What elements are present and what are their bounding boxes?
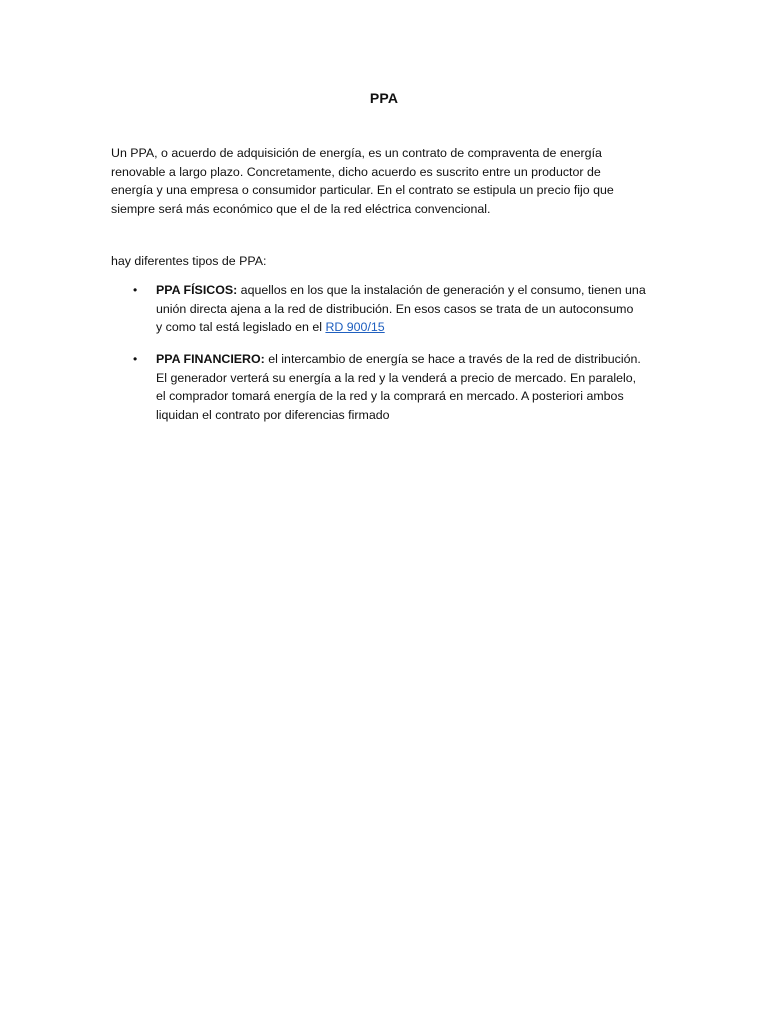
intro-line: energía y una empresa o consumidor particular. En el contrato se estipula un precio fijo que (111, 183, 614, 198)
term-label: PPA FÍSICOS: (156, 283, 238, 297)
intro-paragraph (111, 144, 656, 218)
types-heading: hay diferentes tipos de PPA: (111, 254, 267, 268)
bullet-text (156, 350, 666, 424)
rd-900-15-link[interactable]: RD 900/15 (325, 320, 385, 335)
bullet-icon: • (133, 283, 138, 297)
bullet-icon: • (133, 352, 138, 366)
intro-line: renovable a largo plazo. Concretamente, dicho acuerdo es suscrito entre un productor de (111, 164, 601, 179)
bullet-line: liquidan el contrato por diferencias firmado (156, 407, 390, 422)
bullet-line: el intercambio de energía se hace a través de la red de distribución. (264, 352, 641, 366)
bullet-line: El generador verterá su energía a la red y la venderá a precio de mercado. En paralelo, (156, 370, 637, 385)
bullet-line: el comprador tomará energía de la red y la comprará en mercado. A posteriori ambos (156, 389, 624, 404)
page-title: PPA (369, 90, 399, 106)
bullet-text (156, 281, 666, 337)
bullet-line: unión directa ajena a la red de distribución. En esos casos se trata de un autoconsumo (156, 301, 634, 316)
term-label: PPA FINANCIERO: (156, 352, 265, 366)
bullet-line: y como tal está legislado en el (156, 320, 326, 335)
intro-line: Un PPA, o acuerdo de adquisición de energía, es un contrato de compraventa de energía (111, 146, 602, 160)
bullet-line: aquellos en los que la instalación de generación y el consumo, tienen una (237, 283, 646, 297)
intro-line: siempre será más económico que el de la red eléctrica convencional. (111, 201, 491, 216)
